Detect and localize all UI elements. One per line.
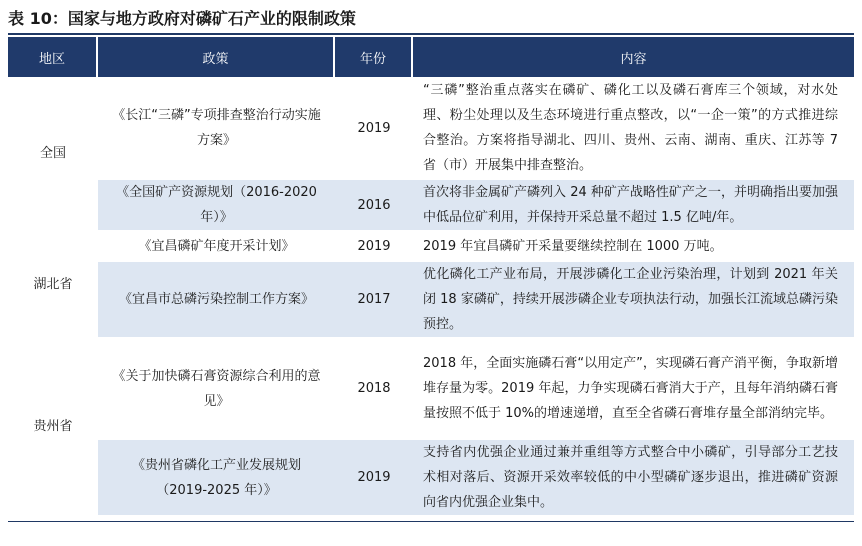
table-row [8, 440, 854, 516]
policy-table [8, 37, 854, 516]
table-row [8, 180, 854, 231]
table-row [8, 77, 854, 180]
content-cell: 优化磷化工产业布局，开展涉磷化工企业污染治理，计划到 2021 年关闭 18 家磷矿，持续开展涉磷企业专项执法行动，加强长江流域总磷污染预控。 [413, 262, 854, 338]
year-cell: 2018 [335, 338, 413, 440]
title-divider [8, 33, 854, 35]
policy-cell: 《关于加快磷石膏资源综合利用的意见》 [98, 338, 335, 440]
year-cell: 2019 [335, 77, 413, 180]
year-cell: 2017 [335, 262, 413, 338]
header-region: 地区 [8, 37, 98, 77]
policy-cell: 《宜昌市总磷污染控制工作方案》 [98, 262, 335, 338]
header-policy: 政策 [98, 37, 335, 77]
content-cell: 首次将非金属矿产磷列入 24 种矿产战略性矿产之一，并明确指出要加强中低品位矿利用，并保持开采总量不超过 1.5 亿吨/年。 [413, 180, 854, 231]
policy-cell: 《宜昌磷矿年度开采计划》 [98, 231, 335, 262]
content-cell: 支持省内优强企业通过兼并重组等方式整合中小磷矿，引导部分工艺技术相对落后、资源开采效率较低的中小型磷矿逐步退出，推进磷矿资源向省内优强企业集中。 [413, 440, 854, 516]
table-row [8, 262, 854, 338]
header-year: 年份 [335, 37, 413, 77]
table-row [8, 231, 854, 262]
year-cell: 2019 [335, 231, 413, 262]
header-row [8, 37, 854, 77]
year-cell: 2019 [335, 440, 413, 516]
region-cell: 贵州省 [8, 338, 98, 516]
year-cell: 2016 [335, 180, 413, 231]
bottom-divider [8, 521, 854, 522]
table-row [8, 338, 854, 440]
region-cell: 湖北省 [8, 231, 98, 338]
table-title: 表 10：国家与地方政府对磷矿石产业的限制政策 [8, 9, 356, 28]
content-cell: “三磷”整治重点落实在磷矿、磷化工以及磷石膏库三个领域，对水处理、粉尘处理以及生态环境进行重点整改，以“一企一策”的方式推进综合整治。方案将指导湖北、四川、贵州、云南、湖南、重庆、江苏等 7 省（市）开展集中排查整治。 [413, 77, 854, 180]
content-cell: 2018 年，全面实施磷石膏“以用定产”，实现磷石膏产消平衡，争取新增堆存量为零。2019 年起，力争实现磷石膏消大于产，且每年消纳磷石膏量按照不低于 10%的增速递增，直至全省磷石膏堆存量全部消纳完毕。 [413, 338, 854, 440]
content-cell: 2019 年宜昌磷矿开采量要继续控制在 1000 万吨。 [413, 231, 854, 262]
policy-cell: 《全国矿产资源规划（2016-2020年）》 [98, 180, 335, 231]
header-content: 内容 [413, 37, 854, 77]
region-cell: 全国 [8, 77, 98, 231]
policy-cell: 《长江“三磷”专项排查整治行动实施方案》 [98, 77, 335, 180]
policy-cell: 《贵州省磷化工产业发展规划（2019-2025 年）》 [98, 440, 335, 516]
